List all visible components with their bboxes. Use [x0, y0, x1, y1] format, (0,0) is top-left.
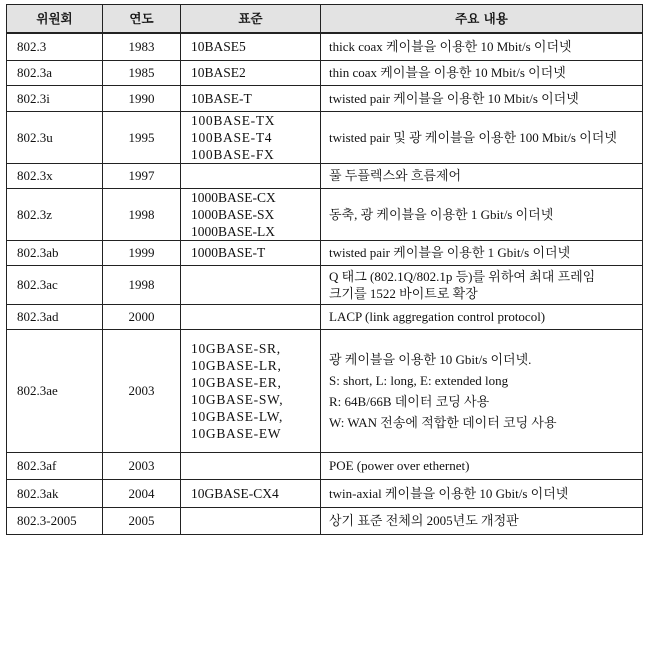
committee-cell: 802.3ab: [7, 240, 103, 265]
year-cell: 2000: [103, 304, 181, 329]
committee-cell: 802.3x: [7, 163, 103, 188]
committee-cell: 802.3af: [7, 452, 103, 479]
standard-name: 10BASE-T: [191, 90, 252, 106]
header-standard: 표준: [181, 5, 321, 34]
description-line: R: 64B/66B 데이터 코딩 사용: [329, 393, 490, 409]
description-line: twisted pair 케이블을 이용한 1 Gbit/s 이더넷: [329, 245, 571, 260]
standard-cell: [181, 240, 321, 265]
year-cell: 1995: [103, 111, 181, 163]
committee-cell: 802.3u: [7, 111, 103, 163]
committee-cell: 802.3z: [7, 188, 103, 240]
description-line: Q 태그 (802.1Q/802.1p 등)를 위하여 최대 프레임: [329, 268, 596, 284]
committee-cell: 802.3: [7, 33, 103, 60]
description-line: twin-axial 케이블을 이용한 10 Gbit/s 이더넷: [329, 485, 569, 501]
standard-name: 10BASE5: [191, 39, 246, 55]
table-row: [7, 265, 643, 304]
description-line: POE (power over ethernet): [329, 458, 470, 473]
year-cell: 1990: [103, 85, 181, 111]
header-year: 연도: [103, 5, 181, 34]
standard-cell: [181, 33, 321, 60]
committee-cell: 802.3ak: [7, 479, 103, 507]
standard-name: 10GBASE-ER,: [191, 374, 282, 390]
committee-cell: 802.3a: [7, 60, 103, 85]
table-row: [7, 60, 643, 85]
table-row: [7, 188, 643, 240]
standard-name: 10GBASE-LR,: [191, 357, 282, 373]
description-cell: [321, 452, 643, 479]
committee-cell: 802.3i: [7, 85, 103, 111]
standard-cell: [181, 111, 321, 163]
standard-name: 10GBASE-CX4: [191, 485, 279, 501]
table-row: [7, 111, 643, 163]
standard-cell: [181, 60, 321, 85]
table-header: [7, 5, 643, 34]
year-cell: 1985: [103, 60, 181, 85]
table-row: [7, 240, 643, 265]
description-cell: [321, 240, 643, 265]
standard-cell: [181, 265, 321, 304]
table-row: [7, 479, 643, 507]
standards-table-container: [6, 4, 642, 535]
year-cell: 1998: [103, 188, 181, 240]
description-cell: [321, 507, 643, 534]
description-line: 풀 두플렉스와 흐름제어: [329, 168, 462, 183]
year-cell: 2004: [103, 479, 181, 507]
description-cell: [321, 111, 643, 163]
standard-name: 100BASE-T4: [191, 129, 273, 145]
standard-name: 1000BASE-LX: [191, 223, 275, 239]
header-committee: 위원회: [7, 5, 103, 34]
table-row: [7, 85, 643, 111]
standard-name: 100BASE-TX: [191, 112, 276, 128]
description-line: 상기 표준 전체의 2005년도 개정판: [329, 513, 519, 528]
table-row: [7, 452, 643, 479]
description-line: 동축, 광 케이블을 이용한 1 Gbit/s 이더넷: [329, 206, 554, 222]
description-cell: [321, 60, 643, 85]
table-row: [7, 304, 643, 329]
standard-cell: [181, 479, 321, 507]
standard-name: 100BASE-FX: [191, 146, 275, 162]
header-row: [7, 5, 643, 34]
standard-name: 10GBASE-SW,: [191, 391, 284, 407]
standard-name: 1000BASE-CX: [191, 189, 276, 205]
standard-cell: [181, 304, 321, 329]
description-cell: [321, 304, 643, 329]
year-cell: 2003: [103, 452, 181, 479]
committee-cell: 802.3-2005: [7, 507, 103, 534]
standard-name: 1000BASE-SX: [191, 206, 275, 222]
description-line: twisted pair 케이블을 이용한 10 Mbit/s 이더넷: [329, 90, 579, 106]
description-cell: [321, 188, 643, 240]
year-cell: 1997: [103, 163, 181, 188]
committee-cell: 802.3ac: [7, 265, 103, 304]
standard-cell: [181, 85, 321, 111]
table-row: [7, 33, 643, 60]
description-line: W: WAN 전송에 적합한 데이터 코딩 사용: [329, 414, 557, 430]
description-cell: [321, 329, 643, 452]
header-description: 주요 내용: [321, 5, 643, 34]
description-cell: [321, 85, 643, 111]
description-line: twisted pair 및 광 케이블을 이용한 100 Mbit/s 이더넷: [329, 129, 617, 145]
standard-cell: [181, 507, 321, 534]
year-cell: 1983: [103, 33, 181, 60]
description-line: 광 케이블을 이용한 10 Gbit/s 이더넷.: [329, 351, 532, 367]
standard-cell: [181, 329, 321, 452]
standard-name: 10GBASE-LW,: [191, 408, 284, 424]
description-cell: [321, 479, 643, 507]
standard-cell: [181, 452, 321, 479]
standard-cell: [181, 188, 321, 240]
year-cell: 2003: [103, 329, 181, 452]
year-cell: 1999: [103, 240, 181, 265]
ethernet-standards-table: [6, 4, 643, 535]
description-cell: [321, 265, 643, 304]
table-row: [7, 329, 643, 452]
description-cell: [321, 33, 643, 60]
year-cell: 2005: [103, 507, 181, 534]
description-line: thick coax 케이블을 이용한 10 Mbit/s 이더넷: [329, 39, 572, 55]
standard-name: 10GBASE-EW: [191, 425, 282, 441]
description-line: thin coax 케이블을 이용한 10 Mbit/s 이더넷: [329, 65, 566, 80]
table-row: [7, 163, 643, 188]
standard-name: 10BASE2: [191, 65, 246, 80]
committee-cell: 802.3ad: [7, 304, 103, 329]
table-row: [7, 507, 643, 534]
table-body: [7, 33, 643, 534]
standard-name: 1000BASE-T: [191, 245, 266, 260]
year-cell: 1998: [103, 265, 181, 304]
description-line: LACP (link aggregation control protocol): [329, 309, 546, 324]
standard-name: 10GBASE-SR,: [191, 340, 281, 356]
description-line: 크기를 1522 바이트로 확장: [329, 285, 478, 301]
description-line: S: short, L: long, E: extended long: [329, 372, 509, 388]
standard-cell: [181, 163, 321, 188]
committee-cell: 802.3ae: [7, 329, 103, 452]
description-cell: [321, 163, 643, 188]
